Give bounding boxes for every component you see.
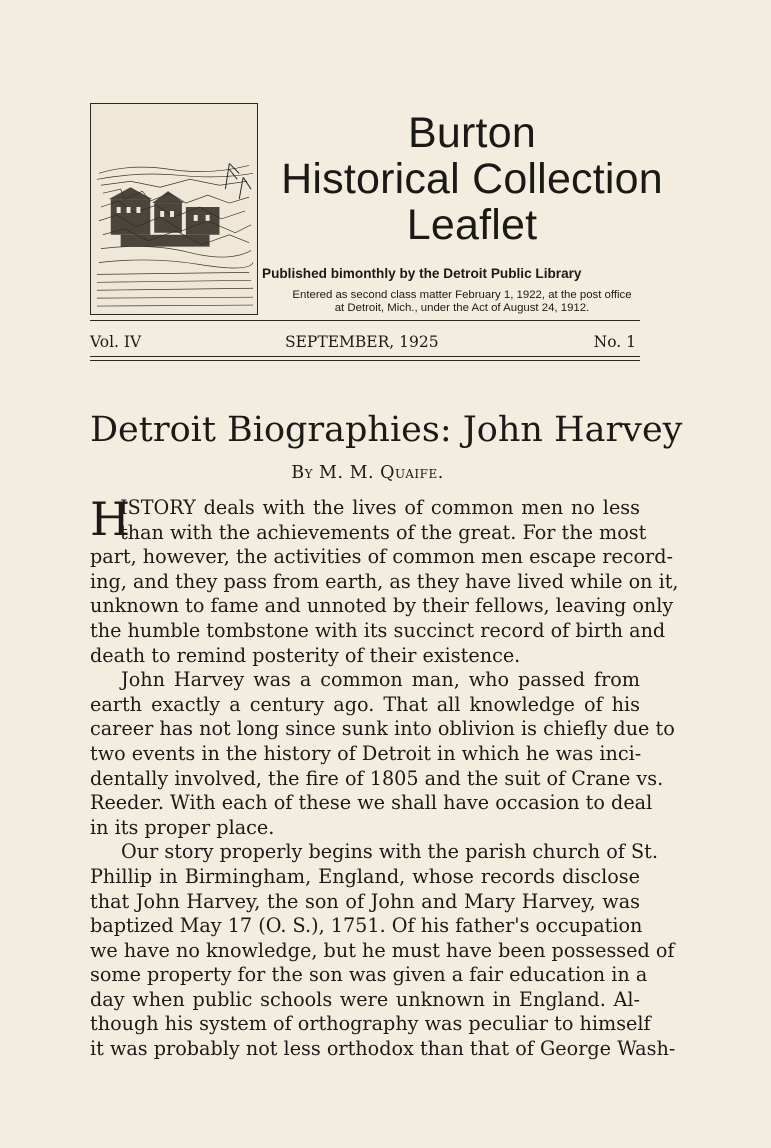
- issue-number: No. 1: [593, 333, 636, 351]
- drop-cap: H: [90, 492, 131, 546]
- article-title: Detroit Biographies: John Harvey: [90, 410, 683, 450]
- body-line: part, however, the activities of common men escape record-: [90, 545, 673, 569]
- body-line: dentally involved, the fire of 1805 and the suit of Crane vs.: [90, 766, 664, 790]
- body-line: that John Harvey, the son of John and Mary Harvey, was: [90, 889, 640, 913]
- postal-entry-line-2: at Detroit, Mich., under the Act of August 24, 1912.: [334, 302, 590, 314]
- body-line: ISTORY deals with the lives of common men no less: [120, 496, 640, 519]
- body-line: unknown to fame and unnoted by their fellows, leaving only: [90, 594, 674, 618]
- body-line: Phillip in Birmingham, England, whose records disclose: [90, 864, 640, 888]
- masthead-title-line-2: Historical Collection: [281, 155, 663, 203]
- body-line: Our story properly begins with the parish church of St.: [121, 840, 658, 864]
- masthead-engraving: [90, 103, 258, 315]
- body-line: Reeder. With each of these we shall have occasion to deal: [90, 791, 653, 815]
- volume-label: Vol. IV: [90, 333, 142, 351]
- article-byline: By M. M. Quaife.: [291, 463, 444, 483]
- postal-entry-line-1: Entered as second class matter February 1, 1922, at the post office: [292, 289, 632, 301]
- body-line: baptized May 17 (O. S.), 1751. Of his father's occupation: [90, 914, 643, 938]
- masthead-title: [262, 110, 682, 248]
- issue-bar: [90, 333, 640, 353]
- body-line: it was probably not less orthodox than that of George Wash-: [90, 1037, 676, 1061]
- body-line: earth exactly a century ago. That all knowledge of his: [90, 692, 640, 716]
- masthead-title-line-1: Burton: [408, 109, 536, 157]
- body-line: some property for the son was given a fair education in a: [90, 963, 648, 987]
- masthead-rule: [90, 320, 640, 321]
- body-line: day when public schools were unknown in England. Al-: [90, 987, 640, 1011]
- body-line: than with the achievements of the great. For the most: [120, 520, 647, 544]
- article-body: [90, 492, 679, 1062]
- issue-rule-upper: [90, 356, 640, 357]
- publisher-line: Published bimonthly by the Detroit Public Library: [262, 266, 582, 281]
- issue-rule-lower: [90, 360, 640, 361]
- body-line: we have no knowledge, but he must have been possessed of: [90, 938, 675, 962]
- body-line: death to remind posterity of their existence.: [90, 643, 521, 667]
- body-line: the humble tombstone with its succinct record of birth and: [90, 618, 666, 642]
- body-line: though his system of orthography was peculiar to himself: [90, 1012, 651, 1036]
- body-line: in its proper place.: [90, 815, 275, 839]
- body-line: John Harvey was a common man, who passed from: [121, 668, 640, 692]
- postal-entry-notice: [262, 289, 662, 315]
- body-line: two events in the history of Detroit in which he was inci-: [90, 741, 642, 765]
- masthead-title-line-3: Leaflet: [406, 201, 538, 249]
- body-line: ing, and they pass from earth, as they have lived while on it,: [90, 569, 679, 593]
- body-line: career has not long since sunk into oblivion is chiefly due to: [90, 717, 675, 741]
- issue-date: SEPTEMBER, 1925: [285, 333, 439, 351]
